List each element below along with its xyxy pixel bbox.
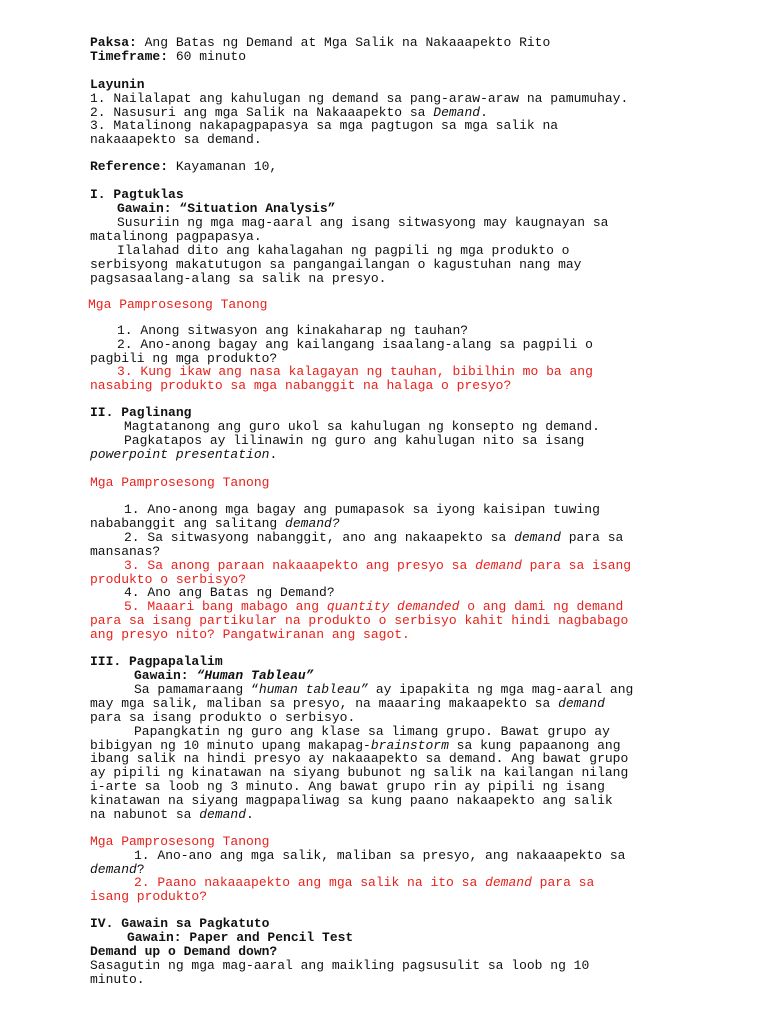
layunin-item-3-line-1: 3. Matalinong nakapagpapasya sa mga pagtugon sa mga salik na [90, 118, 559, 133]
gawain-pagkatuto-p1-line-2: minuto. [90, 972, 145, 987]
paglinang-question-3-line-2: produkto o serbisyo? [90, 572, 247, 587]
pagpapalalim-p2-line-3: ibang salik na hindi presyo ay nakaaapekto sa demand. Ang bawat grupo [90, 751, 629, 766]
reference-line [90, 160, 277, 174]
paglinang-question-3-emphasis: demand [475, 558, 522, 573]
paglinang-tanong-heading: Mga Pamprosesong Tanong [90, 475, 270, 490]
pagpapalalim-p1-line-2 [90, 697, 605, 711]
pagpapalalim-gawain-label: Gawain: [134, 668, 197, 683]
paglinang-question-2-text: 2. Sa sitwasyong nabanggit, ano ang nakaapekto sa [124, 530, 515, 545]
gawain-pagkatuto-heading: IV. Gawain sa Pagkatuto [90, 916, 270, 931]
pagpapalalim-p2-line-1: Papangkatin ng guro ang klase sa limang grupo. Bawat grupo ay [134, 724, 610, 739]
brainstorm-text: brainstorm [370, 738, 449, 753]
paglinang-question-1-line-2 [90, 517, 340, 531]
paglinang-p2-line-2 [90, 448, 277, 462]
pagtuklas-question-2-line-2: pagbili ng mga produkto? [90, 351, 278, 366]
paglinang-question-2-end: para sa [560, 530, 624, 545]
pagtuklas-gawain [117, 202, 335, 216]
pagpapalalim-p1-end: ay ipapakita ng mga mag-aaral ang [368, 682, 634, 697]
pagtuklas-p2-line-2: serbisyong makatutugon sa pangangailangan o kagustuhan nang may [90, 257, 582, 272]
pagtuklas-p1-line-2: matalinong pagpapasya. [90, 229, 262, 244]
pagpapalalim-p2-line-6: kinatawan na siyang magpapaliwag sa kung paano nakaapekto ang salik [90, 793, 613, 808]
layunin-heading: Layunin [90, 77, 145, 92]
pagpapalalim-p1-line-2-emphasis: demand [558, 696, 605, 711]
paglinang-question-3-end: para sa isang [521, 558, 632, 573]
reference-value: Kayamanan 10, [168, 159, 278, 174]
pagtuklas-question-1: 1. Anong sitwasyon ang kinakaharap ng tauhan? [117, 323, 469, 338]
timeframe-line [90, 50, 246, 64]
paglinang-question-5-line-1 [124, 600, 623, 614]
paglinang-p1: Magtatanong ang guro ukol sa kahulugan ng konsepto ng demand. [124, 419, 600, 434]
paglinang-question-5-end: o ang dami ng demand [459, 599, 624, 614]
pagpapalalim-heading: III. Pagpapalalim [90, 654, 223, 669]
pagpapalalim-question-2-line-1 [134, 876, 594, 890]
pagpapalalim-p1-line-2-text: may mga salik, maliban sa presyo, na maaaring makaapekto sa [90, 696, 559, 711]
paglinang-heading: II. Paglinang [90, 405, 192, 420]
pagpapalalim-p1-text: Sa pamamaraang “ [134, 682, 259, 697]
paglinang-question-3-line-1 [124, 559, 631, 573]
paglinang-question-4: 4. Ano ang Batas ng Demand? [124, 585, 335, 600]
pagpapalalim-p2-line-7-emphasis: demand [199, 807, 247, 822]
pagpapalalim-question-2-text: 2. Paano nakaaapekto ang mga salik na ito sa [134, 875, 486, 890]
paksa-label: Paksa: [90, 35, 137, 50]
pagpapalalim-question-2-emphasis: demand [485, 875, 532, 890]
pagpapalalim-gawain [134, 669, 313, 683]
pagtuklas-p2-line-3: pagsasaalang-alang sa salik na presyo. [90, 271, 387, 286]
layunin-item-2-text: 2. Nasusuri ang mga Salik na Nakaaapekto sa [90, 105, 434, 120]
timeframe-label: Timeframe: [90, 49, 169, 64]
pagtuklas-question-3-line-1: 3. Kung ikaw ang nasa kalagayan ng tauhan, bibilhin mo ba ang [117, 364, 593, 379]
layunin-item-2-emphasis: Demand [433, 105, 481, 120]
paglinang-question-5-text: 5. Maaari bang mabago ang [124, 599, 327, 614]
pagpapalalim-question-1-emphasis: demand [90, 862, 137, 877]
pagtuklas-gawain-label: Gawain: [117, 201, 180, 216]
pagtuklas-p2-line-1: Ilalahad dito ang kahalagahan ng pagpili ng mga produkto o [117, 243, 570, 258]
pagpapalalim-gawain-title: “Human Tableau” [196, 668, 314, 683]
pagpapalalim-p2-line-4: ay pipili ng kinatawan na siyang bubunot ng salik na kailangan nilang [90, 765, 629, 780]
paglinang-question-2-line-2: mansanas? [90, 544, 161, 559]
pagtuklas-p1-line-1: Susuriin ng mga mag-aaral ang isang sitwasyong may kaugnayan sa [117, 215, 609, 230]
paglinang-question-3-text: 3. Sa anong paraan nakaaapekto ang presyo sa [124, 558, 476, 573]
quantity-demanded-text: quantity demanded [326, 599, 460, 614]
human-tableau-text: human tableau” [258, 682, 369, 697]
pagtuklas-heading: I. Pagtuklas [90, 187, 184, 202]
layunin-item-1: 1. Nailalapat ang kahulugan ng demand sa pang-araw-araw na pamumuhay. [90, 91, 629, 106]
pagpapalalim-question-2-end: para sa [531, 875, 595, 890]
paksa-line [90, 36, 550, 50]
paglinang-question-2-emphasis: demand [514, 530, 561, 545]
gawain-pagkatuto-p1-line-1: Sasagutin ng mga mag-aaral ang maikling pagsusulit sa loob ng 10 [90, 958, 590, 973]
timeframe-value: 60 minuto [168, 49, 247, 64]
paglinang-p2-line-1: Pagkatapos ay lilinawin ng guro ang kahulugan nito sa isang [124, 433, 585, 448]
paglinang-question-1-text: nababanggit ang salitang [90, 516, 286, 531]
layunin-item-2-end: . [480, 105, 488, 120]
gawain-pagkatuto-gawain: Gawain: Paper and Pencil Test [127, 930, 354, 945]
paglinang-question-5-line-2: para sa isang partikular na produkto o serbisyo kahit hindi nagbabago [90, 613, 629, 628]
powerpoint-presentation-text: powerpoint presentation [90, 447, 270, 462]
pagpapalalim-question-1-line-1: 1. Ano-ano ang mga salik, maliban sa presyo, ang nakaaapekto sa [134, 848, 626, 863]
paksa-value: Ang Batas ng Demand at Mga Salik na Nakaaapekto Rito [136, 35, 551, 50]
pagtuklas-tanong-heading: Mga Pamprosesong Tanong [88, 297, 268, 312]
pagpapalalim-p2-line-2-end: sa kung papaanong ang [448, 738, 621, 753]
pagtuklas-question-3-line-2: nasabing produkto sa mga nabanggit na halaga o presyo? [90, 378, 512, 393]
pagpapalalim-question-2-line-2: isang produkto? [90, 889, 208, 904]
pagpapalalim-p2-line-7-text: na nabunot sa [90, 807, 200, 822]
pagpapalalim-p1-line-3: para sa isang produkto o serbisyo. [90, 710, 356, 725]
paglinang-question-5-line-3: ang presyo nito? Pangatwiranan ang sagot. [90, 627, 410, 642]
pagpapalalim-p1-line-1 [134, 683, 633, 697]
paglinang-p2-end: . [269, 447, 278, 462]
pagpapalalim-p2-line-7 [90, 808, 254, 822]
pagpapalalim-p2-line-2-text: bibigyan ng 10 minuto upang makapag- [90, 738, 371, 753]
paglinang-question-1-line-1: 1. Ano-anong mga bagay ang pumapasok sa iyong kaisipan tuwing [124, 502, 600, 517]
pagpapalalim-tanong-heading: Mga Pamprosesong Tanong [90, 834, 270, 849]
layunin-item-3-line-2: nakaaapekto sa demand. [90, 132, 262, 147]
paglinang-question-2-line-1 [124, 531, 623, 545]
pagtuklas-gawain-title: “Situation Analysis” [179, 201, 336, 216]
reference-label: Reference: [90, 159, 169, 174]
gawain-pagkatuto-subtitle: Demand up o Demand down? [90, 944, 278, 959]
pagpapalalim-p2-line-5: i-arte sa loob ng 3 minuto. Ang bawat grupo rin ay pipili ng isang [90, 779, 605, 794]
pagpapalalim-question-1-end: ? [136, 862, 145, 877]
pagtuklas-question-2-line-1: 2. Ano-anong bagay ang kailangang isaalang-alang sa pagpili o [117, 337, 593, 352]
pagpapalalim-p2-line-7-end: . [246, 807, 254, 822]
paglinang-question-1-emphasis: demand? [285, 516, 340, 531]
